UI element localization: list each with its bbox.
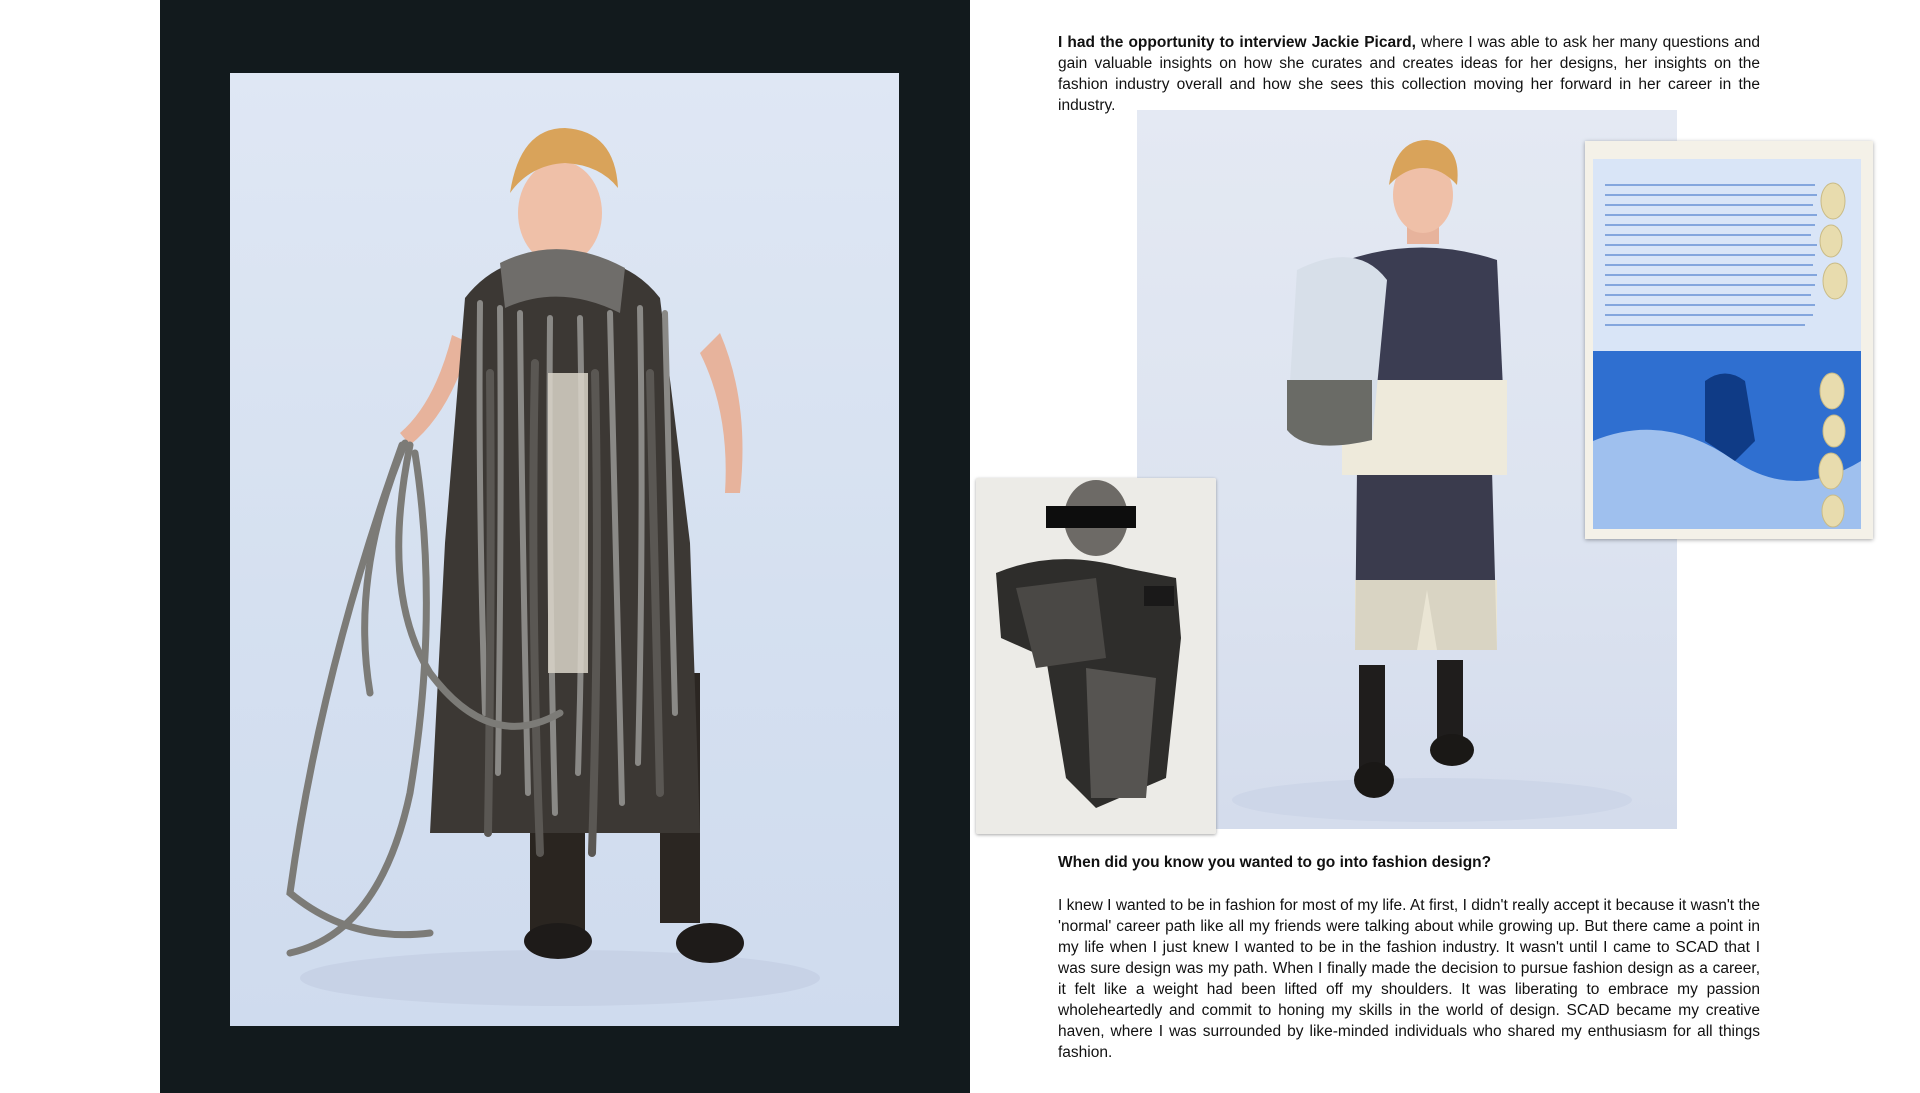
- collage-figure-illustration: [976, 478, 1216, 834]
- intro-paragraph: [1058, 32, 1760, 116]
- cyanotype-surfer-illustration: [1585, 141, 1873, 539]
- intro-lead: I had the opportunity to interview Jackie Picard,: [1058, 34, 1416, 51]
- interview-question: When did you know you wanted to go into fashion design?: [1058, 854, 1492, 871]
- monochrome-collage-paper: [976, 478, 1216, 834]
- knitted-garment-model-illustration: [230, 73, 899, 1026]
- interview-answer: I knew I wanted to be in fashion for most of my life. At first, I didn't really accept it because it wasn't the 'normal' career path like all my friends were talking about while growing up. But there came a point in my life when I just knew I wanted to be in the fashion industry. It wasn't until I came to SCAD that I was sure design was my path. When I finally made the decision to pursue fashion design as a career, it felt like a weight had been lifted off my shoulders. It was liberating to embrace my passion wholeheartedly and commit to honing my skills in the world of design. SCAD became my creative haven, where I was surrounded by like-minded individuals who shared my enthusiasm for all things fashion.: [1058, 897, 1760, 1061]
- intro-rest: where I was able to ask her many questions and gain valuable insights on how she curates and creates ideas for her designs, her insights on the fashion industry overall and how she sees this collection moving her forward in her career in the industry.: [1058, 34, 1760, 114]
- cyanotype-collage-card: [1585, 141, 1873, 539]
- main-fashion-photo: [230, 73, 899, 1026]
